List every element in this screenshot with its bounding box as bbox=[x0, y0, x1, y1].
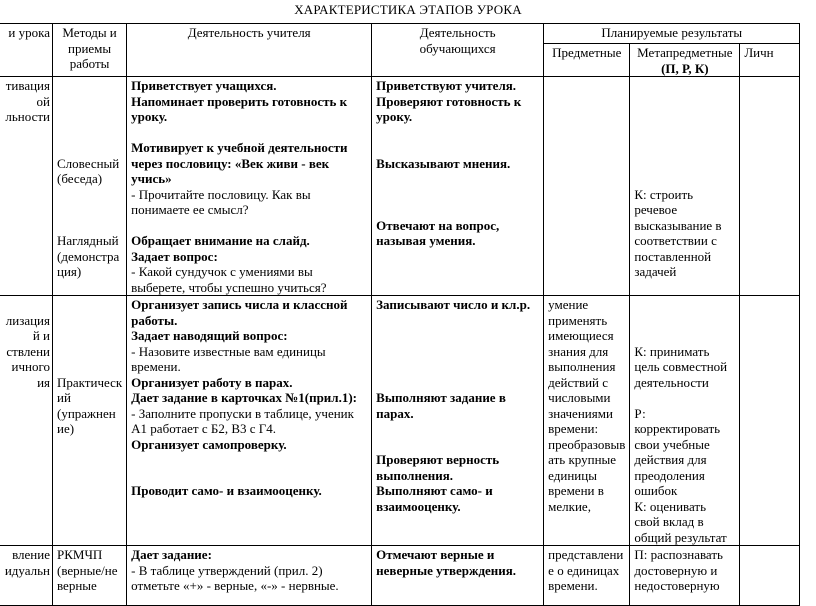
methods-cell-line bbox=[57, 140, 122, 156]
student-activity-cell-line bbox=[376, 437, 539, 453]
stage-cell-line: льности bbox=[5, 109, 50, 124]
methods-cell-line bbox=[57, 218, 122, 234]
teacher-activity-cell-line: Организует запись числа и классной работы. bbox=[131, 297, 348, 328]
student-activity-cell bbox=[372, 77, 544, 296]
student-activity-cell-line bbox=[376, 202, 539, 218]
lesson-stages-table-wrapper bbox=[0, 23, 800, 606]
teacher-activity-cell-line: Приветствует учащихся. bbox=[131, 78, 277, 93]
student-activity-cell-line bbox=[376, 328, 539, 344]
meta-results-cell-line: высказывание в bbox=[634, 217, 722, 233]
header-personal: Личн bbox=[740, 44, 800, 77]
meta-results-cell-line: действия для bbox=[634, 452, 707, 467]
stage-cell-line: ия bbox=[37, 374, 50, 390]
header-students bbox=[372, 24, 544, 77]
student-activity-cell-line bbox=[376, 375, 539, 391]
teacher-activity-cell-line bbox=[131, 452, 367, 468]
header-methods-line: приемы bbox=[68, 40, 112, 56]
methods-cell-line: (демонстра bbox=[57, 248, 120, 264]
subject-results-cell bbox=[544, 546, 630, 606]
meta-results-cell-line bbox=[634, 328, 735, 344]
header-students-line: обучающихся bbox=[419, 40, 496, 56]
subject-results-cell-line: времени: bbox=[548, 421, 599, 436]
stage-cell-line: идуальн bbox=[4, 562, 50, 578]
subject-results-cell-line: времени. bbox=[548, 578, 598, 593]
teacher-activity-cell-line: Организует работу в парах. bbox=[131, 374, 293, 390]
methods-cell-line: Словесный bbox=[57, 155, 120, 171]
methods-cell bbox=[53, 77, 127, 296]
personal-results-cell bbox=[740, 546, 800, 606]
meta-results-cell-line: деятельности bbox=[634, 374, 709, 390]
teacher-activity-cell-line: Мотивирует к учебной деятельности через пословицу: «Век живи - век учись» bbox=[131, 140, 348, 186]
table-row bbox=[0, 296, 800, 546]
meta-results-cell-line bbox=[634, 313, 735, 329]
methods-cell-line: ция) bbox=[57, 264, 82, 279]
methods-cell-line bbox=[57, 297, 122, 313]
stage-cell bbox=[0, 296, 53, 546]
methods-cell-line: ий bbox=[57, 390, 71, 405]
meta-results-cell bbox=[630, 546, 740, 606]
meta-results-cell-line: соответствии с bbox=[634, 233, 717, 248]
student-activity-cell-line: Отмечают верные и неверные утверждения. bbox=[376, 547, 517, 578]
methods-cell-line bbox=[57, 109, 122, 125]
header-methods bbox=[53, 24, 127, 77]
methods-cell-line: Наглядный bbox=[57, 233, 119, 248]
stage-cell bbox=[0, 77, 53, 296]
teacher-activity-cell-line bbox=[131, 218, 367, 234]
lesson-stages-table bbox=[0, 23, 800, 606]
meta-results-cell-line bbox=[634, 94, 735, 110]
personal-results-cell bbox=[740, 296, 800, 546]
methods-cell-line bbox=[57, 313, 122, 329]
subject-results-cell bbox=[544, 77, 630, 296]
personal-results-cell bbox=[740, 77, 800, 296]
header-methods-line: Методы и bbox=[62, 25, 117, 40]
table-body bbox=[0, 77, 800, 606]
header-stage bbox=[0, 24, 53, 77]
meta-results-cell-line: свой вклад в bbox=[634, 514, 704, 529]
methods-cell-line: верные bbox=[57, 578, 97, 593]
methods-cell-line: Практическ bbox=[57, 374, 123, 390]
header-meta-label: Метапредметные bbox=[637, 45, 733, 60]
teacher-activity-cell-line: Напоминает проверить готовность к уроку. bbox=[131, 93, 348, 124]
meta-results-cell-line: общий результат bbox=[634, 529, 727, 545]
student-activity-cell-line bbox=[376, 171, 539, 187]
table-row bbox=[0, 77, 800, 296]
student-activity-cell-line: Проверяют готовность к уроку. bbox=[376, 93, 522, 124]
subject-results-cell-line: единицы bbox=[548, 467, 597, 483]
student-activity-cell-line bbox=[376, 140, 539, 156]
student-activity-cell-line bbox=[376, 344, 539, 360]
methods-cell-line bbox=[57, 344, 122, 360]
stage-cell-line: ой bbox=[36, 93, 50, 109]
meta-results-cell-line bbox=[634, 171, 735, 187]
subject-results-cell-line: имеющиеся bbox=[548, 328, 614, 343]
student-activity-cell-line: Высказывают мнения. bbox=[376, 155, 511, 171]
meta-results-cell-line: корректировать bbox=[634, 421, 721, 436]
subject-results-cell-line: времени в bbox=[548, 483, 604, 498]
stage-cell bbox=[0, 546, 53, 606]
student-activity-cell-line: Проверяют верность выполнения. bbox=[376, 452, 500, 483]
meta-results-cell bbox=[630, 77, 740, 296]
subject-results-cell-line: знания для bbox=[548, 343, 609, 359]
header-methods-line: работы bbox=[69, 56, 110, 71]
meta-results-cell-line: П: распознавать bbox=[634, 547, 723, 562]
stage-cell-line: лизация bbox=[5, 312, 50, 328]
meta-results-cell-line: свои учебные bbox=[634, 436, 710, 452]
teacher-activity-cell-line: - Назовите известные вам единицы времени. bbox=[131, 343, 326, 374]
teacher-activity-cell-line bbox=[131, 468, 367, 484]
meta-results-cell-line bbox=[634, 78, 735, 94]
meta-results-cell-line bbox=[634, 125, 735, 141]
meta-results-cell-line: недостоверную bbox=[634, 578, 720, 593]
teacher-activity-cell-line bbox=[131, 125, 367, 141]
page-title: ХАРАКТЕРИСТИКА ЭТАПОВ УРОКА bbox=[294, 2, 522, 17]
meta-results-cell-line: К: строить bbox=[634, 186, 694, 202]
student-activity-cell-line bbox=[376, 125, 539, 141]
subject-results-cell-line: действий с bbox=[548, 374, 609, 390]
methods-cell-line bbox=[57, 78, 122, 94]
student-activity-cell bbox=[372, 296, 544, 546]
header-subject: Предметные bbox=[544, 44, 630, 77]
header-teacher: Деятельность учителя bbox=[127, 24, 372, 77]
header-row bbox=[0, 24, 800, 44]
teacher-activity-cell-line: - Какой сундучок с умениями вы выберете, чтобы успешно учиться? bbox=[131, 264, 327, 295]
teacher-activity-cell-line: Задает наводящий вопрос: bbox=[131, 328, 288, 343]
stage-cell-line bbox=[0, 297, 50, 313]
teacher-activity-cell-line: Дает задание: bbox=[131, 547, 212, 562]
methods-cell-line bbox=[57, 94, 122, 110]
student-activity-cell-line: Записывают число и кл.р. bbox=[376, 297, 531, 312]
methods-cell-line: (верные/не bbox=[57, 562, 118, 578]
student-activity-cell-line: Отвечают на вопрос, называя умения. bbox=[376, 217, 500, 248]
subject-results-cell-line: выполнения bbox=[548, 359, 616, 374]
header-planned-results: Планируемые результаты bbox=[544, 24, 800, 44]
methods-cell bbox=[53, 296, 127, 546]
teacher-activity-cell-line: - Прочитайте пословицу. Как вы понимаете ее смысл? bbox=[131, 186, 311, 217]
meta-results-cell-line: речевое bbox=[634, 202, 678, 217]
meta-results-cell-line: К: принимать bbox=[634, 343, 710, 359]
methods-cell-line: (упражнен bbox=[57, 405, 116, 421]
stage-cell-line: й и bbox=[32, 328, 50, 343]
meta-results-cell-line: задачей bbox=[634, 264, 677, 279]
subject-results-cell-line: значениями bbox=[548, 405, 613, 421]
teacher-activity-cell-line: Проводит само- и взаимооценку. bbox=[131, 483, 322, 498]
methods-cell-line bbox=[57, 359, 122, 375]
student-activity-cell-line bbox=[376, 359, 539, 375]
teacher-activity-cell-line: - Заполните пропуски в таблице, ученик А1 работает с Б2, В3 с Г4. bbox=[131, 405, 354, 436]
teacher-activity-cell-line: Организует самопроверку. bbox=[131, 436, 287, 452]
subject-results-cell bbox=[544, 296, 630, 546]
student-activity-cell-line bbox=[376, 313, 539, 329]
methods-cell-line: РКМЧП bbox=[57, 547, 103, 562]
meta-results-cell-line bbox=[634, 140, 735, 156]
subject-results-cell-line: применять bbox=[548, 312, 608, 328]
header-meta bbox=[630, 44, 740, 77]
meta-results-cell-line bbox=[634, 390, 735, 406]
subject-results-cell-line: числовыми bbox=[548, 390, 611, 405]
header-stage-label: и урока bbox=[8, 25, 50, 40]
methods-cell-line bbox=[57, 125, 122, 141]
subject-results-cell-line: преобразовыв bbox=[548, 436, 626, 452]
methods-cell-line bbox=[57, 202, 122, 218]
student-activity-cell-line bbox=[376, 187, 539, 203]
header-meta-sub: (П, Р, К) bbox=[661, 60, 709, 76]
teacher-activity-cell bbox=[127, 296, 372, 546]
meta-results-cell-line: ошибок bbox=[634, 483, 678, 498]
methods-cell-line: (беседа) bbox=[57, 171, 103, 186]
methods-cell-line bbox=[57, 328, 122, 344]
meta-results-cell-line: Р: bbox=[634, 405, 646, 421]
meta-results-cell-line bbox=[634, 156, 735, 172]
meta-results-cell-line: К: оценивать bbox=[634, 498, 707, 514]
teacher-activity-cell-line: Дает задание в карточках №1(прил.1): bbox=[131, 390, 358, 405]
stage-cell-line: вление bbox=[12, 547, 50, 562]
teacher-activity-cell-line: - В таблице утверждений (прил. 2) отметьте «+» - верные, «-» - нервные. bbox=[131, 562, 339, 593]
subject-results-cell-line: мелкие, bbox=[548, 498, 591, 514]
student-activity-cell-line bbox=[376, 421, 539, 437]
subject-results-cell-line: е о единицах bbox=[548, 562, 620, 578]
teacher-activity-cell-line: Задает вопрос: bbox=[131, 248, 218, 264]
meta-results-cell-line bbox=[634, 109, 735, 125]
subject-results-cell-line: умение bbox=[548, 297, 589, 312]
student-activity-cell-line: Выполняют само- и взаимооценку. bbox=[376, 483, 493, 514]
student-activity-cell-line: Выполняют задание в парах. bbox=[376, 390, 506, 421]
stage-cell-line: тивация bbox=[5, 78, 50, 93]
meta-results-cell-line: поставленной bbox=[634, 248, 712, 264]
student-activity-cell bbox=[372, 546, 544, 606]
subject-results-cell-line: ать крупные bbox=[548, 452, 617, 467]
stage-cell-line: ствлени bbox=[6, 343, 50, 359]
subject-results-cell-line: представлени bbox=[548, 547, 624, 562]
meta-results-cell-line: цель совместной bbox=[634, 359, 728, 374]
meta-results-cell-line bbox=[634, 297, 735, 313]
meta-results-cell-line: преодоления bbox=[634, 467, 705, 483]
meta-results-cell bbox=[630, 296, 740, 546]
stage-cell-line: ичного bbox=[11, 359, 50, 374]
methods-cell-line bbox=[57, 187, 122, 203]
meta-results-cell-line: достоверную и bbox=[634, 562, 718, 578]
methods-cell-line: ие) bbox=[57, 421, 75, 436]
teacher-activity-cell-line: Обращает внимание на слайд. bbox=[131, 233, 310, 248]
teacher-activity-cell bbox=[127, 546, 372, 606]
header-students-line: Деятельность bbox=[419, 25, 496, 40]
methods-cell bbox=[53, 546, 127, 606]
teacher-activity-cell bbox=[127, 77, 372, 296]
table-row bbox=[0, 546, 800, 606]
student-activity-cell-line: Приветствуют учителя. bbox=[376, 78, 517, 93]
